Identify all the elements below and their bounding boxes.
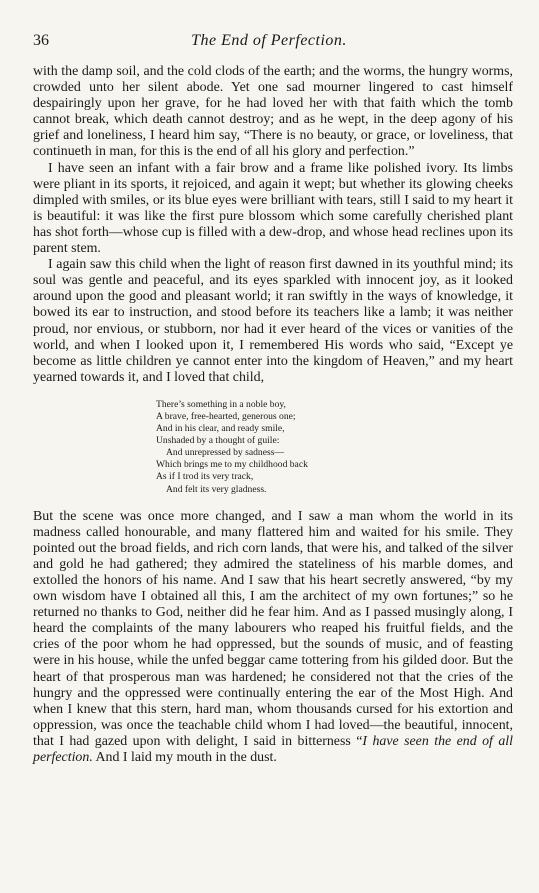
- paragraph-end: And I laid my mouth in the dust.: [92, 750, 277, 766]
- poem-line: There’s something in a noble boy,: [156, 398, 286, 410]
- poem-line: And in his clear, and ready smile,: [156, 423, 285, 435]
- poem-line: A brave, free-hearted, generous one;: [156, 410, 296, 422]
- poem-line: Which brings me to my childhood back: [156, 459, 308, 471]
- italic-quote: I have seen the end of all perfection.: [33, 733, 514, 766]
- page-header: [33, 32, 505, 52]
- paragraph-text: But the scene was once more changed, and I saw a man whom the world in its madness called honourable, and many flattered him and waited for his smile. They pointed out the broad fields, and rich corn lands, that were his, and talked of the silver and gold he had gathered; they admired the stateliness of his marble domes, and extolled the honors of his name. And I saw that his heart secretly answered, “by my own wisdom have I obtained all this, I am the architect of my own fortunes;” so he returned no thanks to God, neither did he fear him. And as I passed musingly along, I heard the complaints of the many labourers who reaped his fruitful fields, and the cries of the poor whom he had oppressed, but the sounds of music, and of feasting were in his house, while the unfed beggar came tottering from his gilded door. But the heart of that prosperous man was hardened; he considered not that the cries of the hungry and the oppressed were continually entering the ear of the Most High. And when I knew that this stern, hard man, whom thousands cursed for his extortion and oppression, was once the teachable child whom I had loved—the beautiful, innocent, that I had gazed upon with delight, I said in bitterness “: [33, 508, 513, 749]
- poem-stanza: [156, 399, 513, 496]
- paragraph: I have seen an infant with a fair brow and a frame like polished ivory. Its limbs were pliant in its sports, it rejoiced, and again it wept; but whether its glowing cheeks dimpled with smiles, or its blue eyes were brilliant with tears, still I said to my heart it is beautiful: it was like the first pure blossom which some carefully cherished plant has shot forth—whose cup is filled with a dew-drop, and whose head reclines upon its parent stem.: [33, 160, 513, 257]
- page-body: [33, 64, 513, 766]
- poem-line: And felt its very gladness.: [166, 483, 267, 495]
- page-number: 36: [33, 32, 49, 49]
- poem-line: Unshaded by a thought of guile:: [156, 435, 280, 447]
- paragraph: with the damp soil, and the cold clods of the earth; and the worms, the hungry worms, crowded unto her silent abode. Yet one sad mourner lingered to cast himself despairingly upon her grave, for he had loved her with that faith which the tomb cannot break, which death cannot destroy; and as he wept, in the deep agony of his grief and loneliness, I heard him say, “There is no beauty, or grace, or loveliness, that continueth in man, for this is the end of all his glory and perfection.”: [33, 64, 513, 160]
- poem-line: As if I trod its very track,: [156, 471, 254, 483]
- poem-line: And unrepressed by sadness—: [166, 447, 285, 459]
- paragraph: I again saw this child when the light of reason first dawned in its youthful mind; its soul was gentle and peaceful, and its eyes sparkled with innocent joy, as it looked around upon the good and pleasant world; it ran swiftly in the ways of knowledge, it bowed its ear to instruction, and stood before its teachers like a lamb; it was neither proud, nor envious, or stubborn, nor had it ever heard of the vices or vanities of the world, and when I looked upon it, I remembered His words who said, “Except ye become as little children ye cannot enter into the kingdom of Heaven,” and my heart yearned towards it, and I loved that child,: [33, 257, 513, 385]
- paragraph: [33, 509, 513, 767]
- running-title: The End of Perfection.: [191, 32, 347, 49]
